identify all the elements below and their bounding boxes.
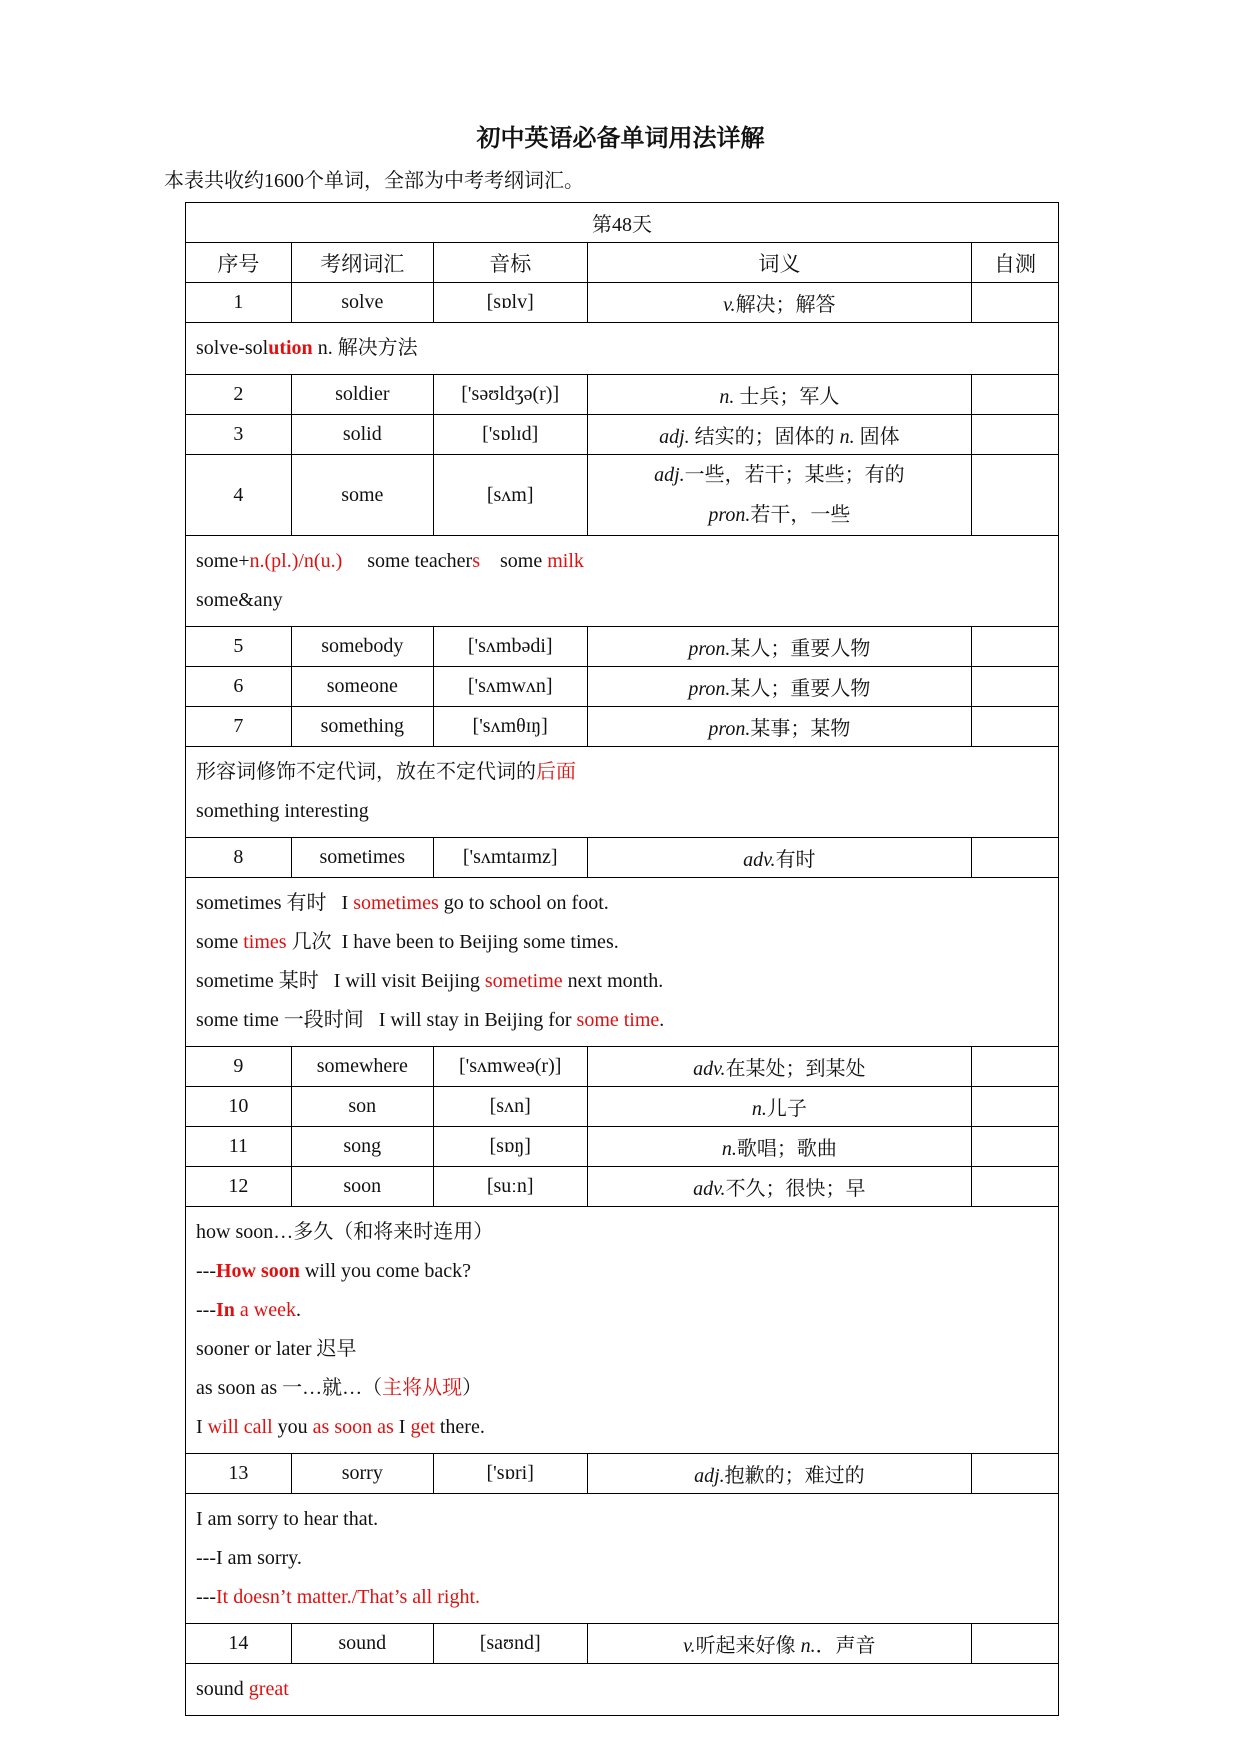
note-row (186, 1664, 1059, 1716)
selftest-cell[interactable] (972, 627, 1059, 667)
note-highlight: n.(pl.)/n(u.) (249, 550, 343, 572)
table-row (186, 707, 1059, 747)
note-highlight: as soon as (312, 1416, 394, 1438)
note-highlight: It doesn’t matter./That’s all right. (215, 1586, 481, 1608)
selftest-cell[interactable] (972, 1624, 1059, 1664)
note-text: there. (434, 1416, 485, 1438)
note-text: --- (196, 1299, 216, 1321)
word: son (291, 1087, 433, 1127)
word-ipa: [sʌm] (433, 455, 587, 536)
word: somewhere (291, 1047, 433, 1087)
word-ipa: ['sʌmθɪŋ] (433, 707, 587, 747)
note-text: sooner or later 迟早 (196, 1338, 357, 1360)
note-text: I will visit Beijing (333, 970, 485, 992)
note-text: I (393, 1416, 411, 1438)
note-text: I am sorry to hear that. (196, 1508, 379, 1530)
word-no: 5 (186, 627, 292, 667)
word-ipa: ['sɒri] (433, 1454, 587, 1494)
meaning-text: 某事；某物 (750, 718, 851, 740)
word-meaning (587, 707, 971, 747)
note-text: go to school on foot. (438, 892, 609, 914)
note-text: some (196, 931, 244, 953)
header-ipa: 音标 (433, 243, 587, 283)
note-highlight: great (248, 1678, 289, 1700)
table-row (186, 1047, 1059, 1087)
note-text: some time 一段时间 (196, 1009, 364, 1031)
meaning-text: 固体 (854, 426, 900, 448)
note-highlight: times (243, 931, 287, 953)
pos-label: pron. (708, 504, 751, 526)
word-no: 3 (186, 415, 292, 455)
note-text: some teacher (367, 550, 473, 572)
note-text: I will stay in Beijing for (378, 1009, 577, 1031)
meaning-text: 歌唱；歌曲 (736, 1138, 837, 1160)
note-text: you (272, 1416, 313, 1438)
note-text: will you come back? (299, 1260, 471, 1282)
note-something (186, 747, 1059, 838)
note-highlight: 主 (382, 1377, 403, 1399)
word: some (291, 455, 433, 536)
word: soon (291, 1167, 433, 1207)
note-row (186, 747, 1059, 838)
table-row (186, 415, 1059, 455)
pos-label: pron. (688, 678, 731, 700)
pos-label: adj. (694, 1465, 725, 1487)
word-no: 4 (186, 455, 292, 536)
meaning-text: 某人；重要人物 (730, 678, 871, 700)
note-soon (186, 1207, 1059, 1454)
note-text: some (500, 550, 548, 572)
word-ipa: [sʌn] (433, 1087, 587, 1127)
word-meaning (587, 1624, 971, 1664)
note-highlight: milk (547, 550, 584, 572)
note-row (186, 323, 1059, 375)
word-ipa: ['sʌmtaɪmz] (433, 838, 587, 878)
pos-label: adv. (743, 849, 776, 871)
selftest-cell[interactable] (972, 1167, 1059, 1207)
word-meaning (587, 1087, 971, 1127)
word-meaning (587, 1127, 971, 1167)
note-some (186, 536, 1059, 627)
pos-label: adj. (659, 426, 690, 448)
vocab-table (185, 202, 1059, 1716)
word-ipa: ['sʌmwʌn] (433, 667, 587, 707)
note-highlight: How soon (215, 1260, 300, 1282)
meaning-text: 某人；重要人物 (730, 638, 871, 660)
word-no: 10 (186, 1087, 292, 1127)
note-text: as soon as 一…就…（ (196, 1377, 383, 1399)
meaning-text: 一些，若干；某些；有的 (684, 464, 905, 486)
meaning-text: 有时 (775, 849, 816, 871)
note-sometimes (186, 878, 1059, 1047)
table-row (186, 375, 1059, 415)
word-meaning (587, 627, 971, 667)
word-ipa: ['sʌmweə(r)] (433, 1047, 587, 1087)
note-highlight: get (410, 1416, 435, 1438)
table-row (186, 1624, 1059, 1664)
word: solve (291, 283, 433, 323)
meaning-text: 解决；解答 (735, 294, 836, 316)
selftest-cell[interactable] (972, 838, 1059, 878)
selftest-cell[interactable] (972, 1127, 1059, 1167)
note-text: solve-sol (196, 337, 269, 359)
meaning-text: 抱歉的；难过的 (724, 1465, 865, 1487)
pos-label: pron. (688, 638, 731, 660)
word-meaning (587, 283, 971, 323)
word: sorry (291, 1454, 433, 1494)
word-meaning (587, 375, 971, 415)
meaning-text: ．声音 (815, 1635, 876, 1657)
word-no: 8 (186, 838, 292, 878)
note-highlight: s (472, 550, 481, 572)
pos-label: v. (723, 294, 736, 316)
word-meaning (587, 667, 971, 707)
note-text: sometime 某时 (196, 970, 319, 992)
word: sometimes (291, 838, 433, 878)
word-no: 12 (186, 1167, 292, 1207)
word-ipa: [sɒlv] (433, 283, 587, 323)
selftest-cell[interactable] (972, 1087, 1059, 1127)
note-highlight: 将 (402, 1377, 423, 1399)
note-text: some&any (196, 589, 283, 611)
note-text: sound (196, 1678, 249, 1700)
meaning-text: 若干，一些 (750, 504, 851, 526)
note-highlight: some time (576, 1009, 660, 1031)
meaning-text: 听起来好像 (695, 1635, 801, 1657)
pos-label: n. (839, 426, 855, 448)
header-word: 考纲词汇 (291, 243, 433, 283)
note-text: --- (196, 1586, 216, 1608)
note-text: . (659, 1009, 665, 1031)
word-meaning (587, 1167, 971, 1207)
selftest-cell[interactable] (972, 1047, 1059, 1087)
word-meaning (587, 415, 971, 455)
word-no: 11 (186, 1127, 292, 1167)
selftest-cell[interactable] (972, 375, 1059, 415)
word: something (291, 707, 433, 747)
page-title: 初中英语必备单词用法详解 (476, 126, 765, 152)
note-text: ---I am sorry. (196, 1547, 302, 1569)
word-meaning (587, 838, 971, 878)
meaning-text: 在某处；到某处 (725, 1058, 866, 1080)
selftest-cell[interactable] (972, 455, 1059, 536)
table-row (186, 283, 1059, 323)
word-ipa: ['sʌmbədi] (433, 627, 587, 667)
pos-label: n. (721, 1138, 737, 1160)
note-text: ） (462, 1377, 483, 1399)
word-no: 14 (186, 1624, 292, 1664)
note-highlight: sometimes (353, 892, 439, 914)
note-row (186, 536, 1059, 627)
note-text: next month. (562, 970, 664, 992)
pos-label: v. (683, 1635, 696, 1657)
word-meaning (587, 1454, 971, 1494)
day-row (186, 203, 1059, 243)
word-ipa: [saʊnd] (433, 1624, 587, 1664)
word: soldier (291, 375, 433, 415)
note-highlight: will call (207, 1416, 273, 1438)
note-highlight: a week (234, 1299, 296, 1321)
word-ipa: [suːn] (433, 1167, 587, 1207)
note-text: I (196, 1416, 208, 1438)
note-row (186, 1494, 1059, 1624)
note-text: some+ (196, 550, 250, 572)
header-row (186, 243, 1059, 283)
word-no: 9 (186, 1047, 292, 1087)
selftest-cell[interactable] (972, 283, 1059, 323)
note-highlight: sometime (484, 970, 563, 992)
note-text: I (341, 892, 354, 914)
note-row (186, 1207, 1059, 1454)
note-text: 几次 (286, 931, 332, 953)
meaning-text: 结实的；固体的 (689, 426, 840, 448)
table-row (186, 667, 1059, 707)
note-text: --- (196, 1260, 216, 1282)
note-text: how soon…多久（和将来时连用） (196, 1221, 494, 1243)
table-row (186, 455, 1059, 536)
word-no: 2 (186, 375, 292, 415)
meaning-text: 儿子 (766, 1098, 807, 1120)
table-row (186, 1087, 1059, 1127)
note-highlight: 后面 (536, 761, 576, 783)
table-row (186, 1454, 1059, 1494)
header-selftest: 自测 (972, 243, 1059, 283)
note-highlight: 现 (442, 1377, 463, 1399)
pos-label: pron. (708, 718, 751, 740)
word: solid (291, 415, 433, 455)
note-solve (186, 323, 1059, 375)
word-meaning (587, 455, 971, 536)
note-highlight: In (215, 1299, 235, 1321)
table-row (186, 627, 1059, 667)
note-text: I have been to Beijing some times. (341, 931, 619, 953)
note-sorry (186, 1494, 1059, 1624)
table-row (186, 1167, 1059, 1207)
selftest-cell[interactable] (972, 415, 1059, 455)
note-text: 形容词修饰不定代词，放在不定代词的 (196, 761, 536, 783)
note-text: . (295, 1299, 301, 1321)
pos-label: adj. (654, 464, 685, 486)
day-label: 第48天 (186, 203, 1059, 243)
word: somebody (291, 627, 433, 667)
note-sound (186, 1664, 1059, 1716)
word: song (291, 1127, 433, 1167)
word-ipa: ['səʊldʒə(r)] (433, 375, 587, 415)
intro-text: 本表共收约1600个单词，全部为中考考纲词汇。 (164, 170, 584, 192)
pos-label: adv. (693, 1058, 726, 1080)
word-ipa: ['sɒlɪd] (433, 415, 587, 455)
word: sound (291, 1624, 433, 1664)
note-text: sometimes 有时 (196, 892, 327, 914)
note-highlight: ution (268, 337, 313, 359)
selftest-cell[interactable] (972, 707, 1059, 747)
meaning-text: 士兵；军人 (734, 386, 840, 408)
table-row (186, 838, 1059, 878)
pos-label: n. (751, 1098, 767, 1120)
note-highlight: 从 (422, 1377, 443, 1399)
word-no: 13 (186, 1454, 292, 1494)
pos-label: n. (719, 386, 735, 408)
pos-label: adv. (693, 1178, 726, 1200)
word-no: 6 (186, 667, 292, 707)
selftest-cell[interactable] (972, 1454, 1059, 1494)
word: someone (291, 667, 433, 707)
header-no: 序号 (186, 243, 292, 283)
word-ipa: [sɒŋ] (433, 1127, 587, 1167)
pos-label: n. (800, 1635, 816, 1657)
word-meaning (587, 1047, 971, 1087)
meaning-text: 不久；很快；早 (725, 1178, 866, 1200)
note-text: n. 解决方法 (312, 337, 418, 359)
word-no: 1 (186, 283, 292, 323)
note-row (186, 878, 1059, 1047)
selftest-cell[interactable] (972, 667, 1059, 707)
table-row (186, 1127, 1059, 1167)
note-text: something interesting (196, 800, 369, 822)
word-no: 7 (186, 707, 292, 747)
header-meaning: 词义 (587, 243, 971, 283)
